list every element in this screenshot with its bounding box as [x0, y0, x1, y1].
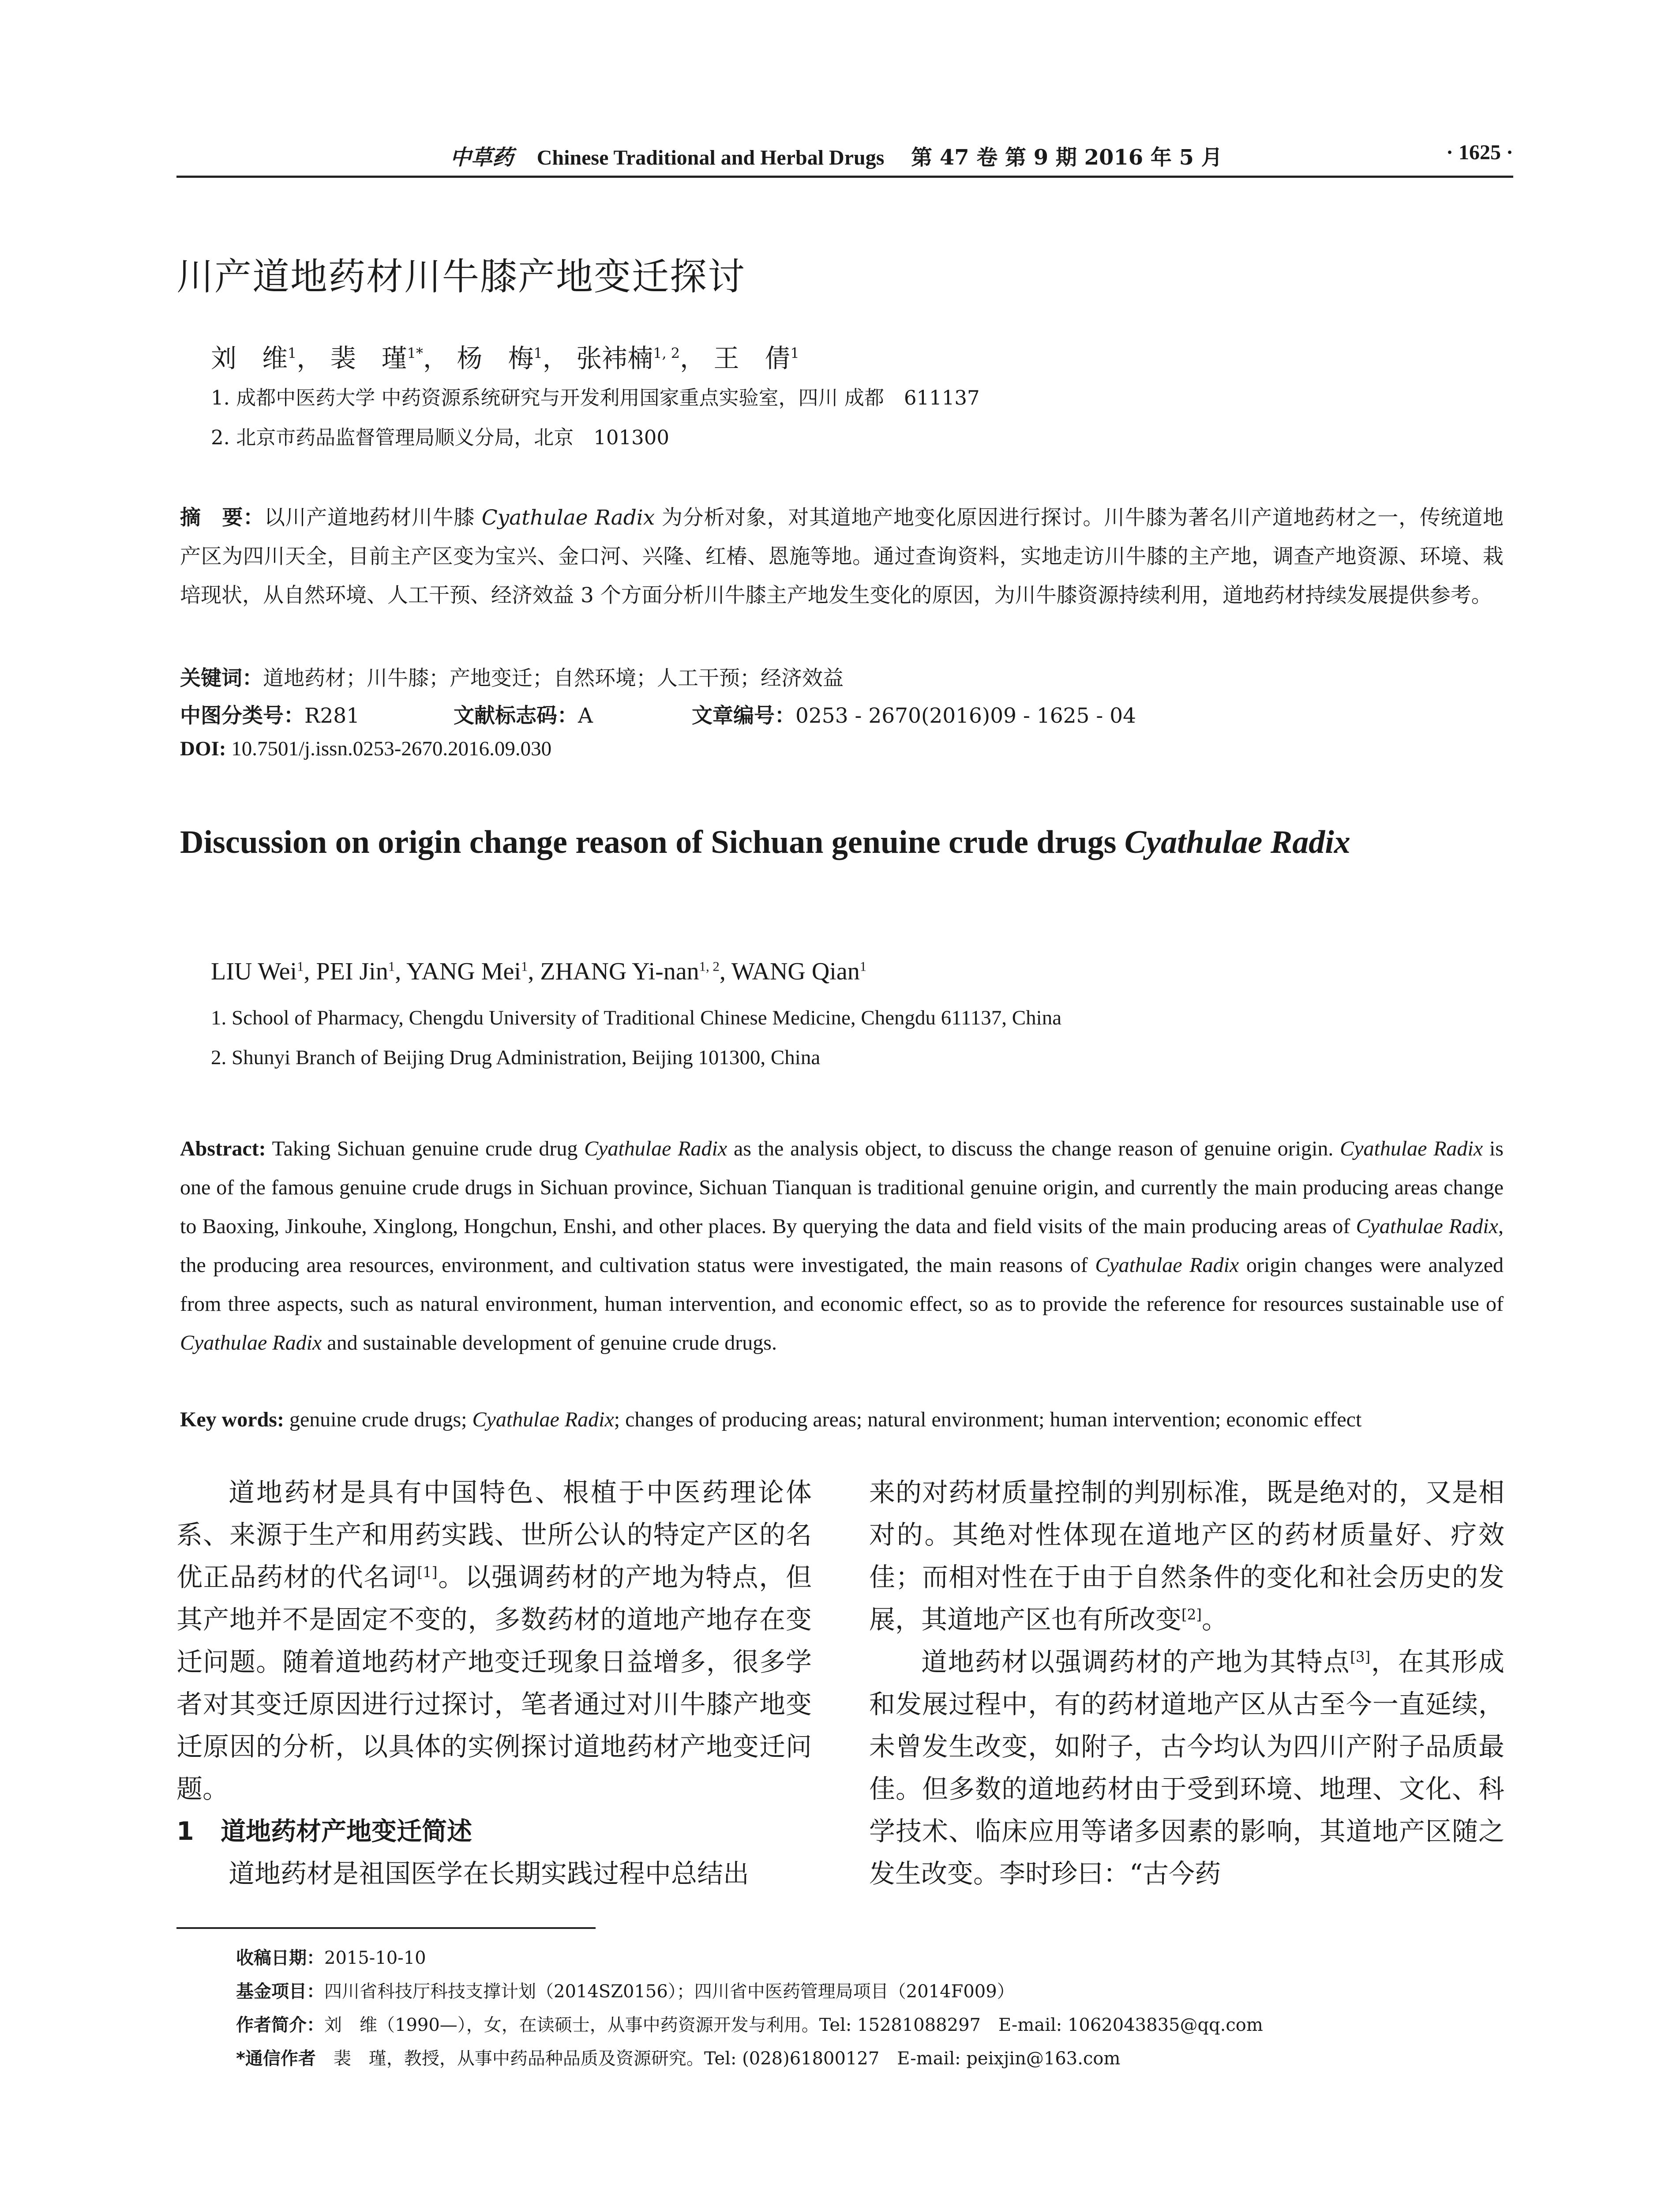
affiliation-en-2: 2. Shunyi Branch of Beijing Drug Administration, Beijing 101300, China — [211, 1046, 821, 1069]
body-paragraph: 道地药材是具有中国特色、根植于中医药理论体系、来源于生产和用药实践、世所公认的特定产区的名优正品药材的代名词[1]。以强调药材的产地为特点，但其产地并不是固定不变的，多数药材的道地产地存在变迁问题。随着道地药材产地变迁现象日益增多，很多学者对其变迁原因进行过探讨，笔者通过对川牛膝产地变迁原因的分析，以具体的实例探讨道地药材产地变迁问题。 — [176, 1477, 812, 1804]
abstract-cn-label: 摘 要： — [180, 506, 264, 530]
running-header-journal — [450, 140, 1222, 171]
journal-name-cn: 中草药 — [450, 145, 514, 170]
affiliation-en-1: 1. School of Pharmacy, Chengdu University of Traditional Chinese Medicine, Chengdu 611137, China — [211, 1006, 1062, 1029]
journal-name-en: Chinese Traditional and Herbal Drugs — [536, 146, 885, 169]
footnote-received: 收稿日期：2015-10-10 — [236, 1948, 426, 1968]
keywords-cn: 关键词：道地药材；川牛膝；产地变迁；自然环境；人工干预；经济效益 — [180, 666, 844, 690]
abstract-en-label: Abstract: — [180, 1137, 266, 1160]
latin-name: Cyathulae Radix — [1356, 1215, 1498, 1238]
author-cn: 张袆楠$^{1, 2}$ — [576, 343, 680, 373]
running-header — [176, 140, 1513, 178]
latin-name: Cyathulae Radix — [584, 1137, 728, 1160]
authors-en: LIU Wei$^1$, PEI Jin$^1$, YANG Mei$^1$, ZHANG Yi-nan$^{1, 2}$, WANG Qian$^1$ — [211, 958, 867, 985]
author-en: WANG Qian$^1$ — [731, 958, 867, 985]
footnotes — [236, 1941, 1263, 2075]
citation: [2] — [1181, 1606, 1202, 1623]
footnote-corresponding: *通信作者 裴 瑾，教授，从事中药品种品质及资源研究。Tel: (028)61800127 E-mail: peixjin@163.com — [236, 2048, 1121, 2069]
keywords-en: Key words: genuine crude drugs; Cyathulae Radix; changes of producing areas; natural environment; human intervention; economic effect — [180, 1408, 1362, 1431]
doi: DOI: 10.7501/j.issn.0253-2670.2016.09.030 — [180, 737, 552, 760]
journal-issue: 第 47 卷 第 9 期 2016 年 5 月 — [911, 145, 1222, 170]
classification-line — [180, 699, 1136, 729]
document-code: 文献标志码：A — [454, 704, 593, 728]
latin-name: Cyathulae Radix — [1095, 1253, 1239, 1277]
title-en: Discussion on origin change reason of Sichuan genuine crude drugs Cyathulae Radix — [180, 824, 1350, 860]
latin-name: Cyathulae Radix — [180, 1331, 322, 1354]
footnote-divider — [176, 1927, 596, 1929]
article-number: 文章编号：0253 - 2670(2016)09 - 1625 - 04 — [692, 704, 1136, 728]
title-cn: 川产道地药材川牛膝产地变迁探讨 — [176, 255, 746, 298]
section-heading: 1 道地药材产地变迁简述 — [176, 1817, 472, 1846]
author-en: PEI Jin$^1$ — [316, 958, 395, 985]
footnote-author-bio: 作者简介：刘 维（1990—），女，在读硕士，从事中药资源开发与利用。Tel: 15281088297 E-mail: 1062043835@qq.com — [236, 2015, 1263, 2035]
latin-name: Cyathulae Radix — [1124, 824, 1350, 860]
affiliation-cn-2: 2. 北京市药品监督管理局顺义分局，北京 101300 — [211, 426, 670, 449]
author-cn: 杨 梅$^1$ — [457, 343, 543, 373]
citation: [1] — [417, 1564, 438, 1581]
abstract-cn: 摘 要：以川产道地药材川牛膝 Cyathulae Radix 为分析对象，对其道地产地变化原因进行探讨。川牛膝为著名川产道地药材之一，传统道地产区为四川天全，目前主产区变为宝兴、金口河、兴隆、红椿、恩施等地。通过查询资料，实地走访川牛膝的主产地，调查产地资源、环境、栽培现状，从自然环境、人工干预、经济效益 3 个方面分析川牛膝主产地发生变化的原因，为川牛膝资源持续利用，道地药材持续发展提供参考。 — [180, 506, 1504, 608]
author-en: LIU Wei$^1$ — [211, 958, 304, 985]
page-number: · 1625 · — [1446, 141, 1513, 164]
abstract-en: Abstract: Taking Sichuan genuine crude drug Cyathulae Radix as the analysis object, to discuss the change reason of genuine origin. Cyathulae Radix is one of the famous genuine crude drugs in Sichuan province, Sichuan Tianquan is traditional genuine origin, and currently the main producing areas change to Baoxing, Jinkouhe, Xinglong, Hongchun, Enshi, and other places. By querying the data and field visits of the main producing areas of Cyathulae Radix, the producing area resources, environment, and cultivation status were investigated, the main reasons of Cyathulae Radix origin changes were analyzed from three aspects, such as natural environment, human intervention, and economic effect, so as to provide the reference for resources sustainable use of Cyathulae Radix and sustainable development of genuine crude drugs. — [180, 1137, 1504, 1354]
author-en: ZHANG Yi-nan$^{1, 2}$ — [540, 958, 720, 985]
authors-cn: 刘 维$^1$， 裴 瑾$^{1*}$， 杨 梅$^1$， 张袆楠$^{1, 2}$， 王 倩$^1$ — [211, 343, 799, 373]
citation: [3] — [1350, 1648, 1371, 1666]
clc-number: 中图分类号：R281 — [180, 704, 360, 728]
author-cn: 刘 维$^1$ — [211, 343, 297, 373]
author-cn: 裴 瑾$^{1*}$ — [330, 343, 424, 373]
author-en: YANG Mei$^1$ — [406, 958, 528, 985]
footnote-fund: 基金项目：四川省科技厅科技支撑计划（2014SZ0156）；四川省中医药管理局项目（2014F009） — [236, 1981, 1015, 2002]
body-column-left — [176, 1471, 812, 1904]
latin-name: Cyathulae Radix — [481, 506, 655, 530]
body-column-right — [869, 1471, 1504, 1921]
body-paragraph: 道地药材是祖国医学在长期实践过程中总结出 — [229, 1858, 750, 1889]
author-cn: 王 倩$^1$ — [713, 343, 799, 373]
latin-name: Cyathulae Radix — [1340, 1137, 1483, 1160]
affiliation-cn-1: 1. 成都中医药大学 中药资源系统研究与开发利用国家重点实验室，四川 成都 611137 — [211, 386, 980, 409]
body-paragraph: 来的对药材质量控制的判别标准，既是绝对的，又是相对的。其绝对性体现在道地产区的药材质量好、疗效佳；而相对性在于由于自然条件的变化和社会历史的发展，其道地产区也有所改变[2]。 — [869, 1477, 1504, 1635]
latin-name: Cyathulae Radix — [472, 1408, 614, 1431]
body-paragraph: 道地药材以强调药材的产地为其特点[3]，在其形成和发展过程中，有的药材道地产区从古至今一直延续，未曾发生改变，如附子，古今均认为四川产附子品质最佳。但多数的道地药材由于受到环境、地理、文化、科学技术、临床应用等诸多因素的影响，其道地产区随之发生改变。李时珍曰：“古今药 — [869, 1647, 1504, 1889]
